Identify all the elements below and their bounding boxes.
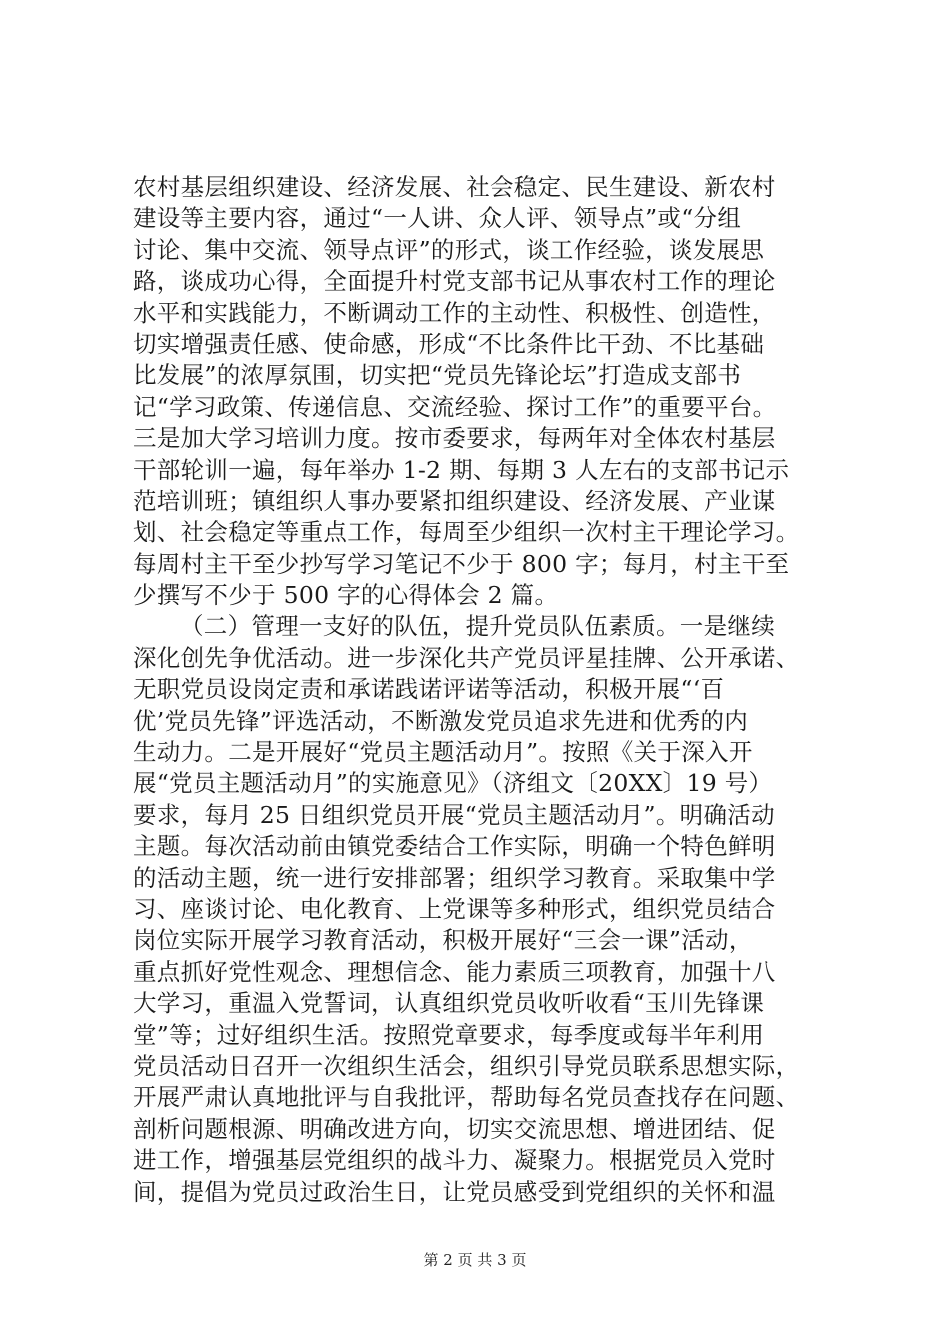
text-line: 重点抓好党性观念、理想信念、能力素质三项教育，加强十八 <box>133 957 776 986</box>
body-text <box>133 172 833 1208</box>
text-line: 水平和实践能力，不断调动工作的主动性、积极性、创造性， <box>133 298 776 327</box>
text-line: 优’党员先锋”评选活动，不断激发党员追求先进和优秀的内 <box>133 706 749 735</box>
text-line: 大学习，重温入党誓词，认真组织党员收听收看“玉川先锋课 <box>133 989 765 1018</box>
text-line: 的活动主题，统一进行安排部署；组织学习教育。采取集中学 <box>133 863 776 892</box>
text-line: 无职党员设岗定责和承诺践诺评诺等活动，积极开展“‘百 <box>133 675 725 704</box>
text-line: 每周村主干至少抄写学习笔记不少于 800 字；每月，村主干至 <box>133 549 790 578</box>
text-line: 切实增强责任感、使命感，形成“不比条件比干劲、不比基础 <box>133 329 765 358</box>
text-line: 党员活动日召开一次组织生活会，组织引导党员联系思想实际， <box>133 1051 800 1080</box>
text-line: 建设等主要内容，通过“一人讲、众人评、领导点”或“分组 <box>133 204 742 233</box>
text-line: 记“学习政策、传递信息、交流经验、探讨工作”的重要平台。 <box>133 392 777 421</box>
paragraph-start-line: （二）管理一支好的队伍，提升党员队伍素质。一是继续 <box>180 612 775 641</box>
text-line: 比发展”的浓厚氛围，切实把“党员先锋论坛”打造成支部书 <box>133 361 742 390</box>
text-line: 划、社会稳定等重点工作，每周至少组织一次村主干理论学习。 <box>133 518 800 547</box>
text-line: 深化创先争优活动。进一步深化共产党员评星挂牌、公开承诺、 <box>133 643 800 672</box>
text-line: 范培训班；镇组织人事办要紧扣组织建设、经济发展、产业谋 <box>133 486 776 515</box>
text-line: 剖析问题根源、明确改进方向，切实交流思想、增进团结、促 <box>133 1114 776 1143</box>
text-line: 生动力。二是开展好“党员主题活动月”。按照《关于深入开 <box>133 738 753 767</box>
text-line: 展“党员主题活动月”的实施意见》（济组文〔20XX〕19 号） <box>133 769 773 798</box>
text-line: 讨论、集中交流、领导点评”的形式，谈工作经验，谈发展思 <box>133 235 765 264</box>
text-line: 岗位实际开展学习教育活动，积极开展好“三会一课”活动， <box>133 926 753 955</box>
text-line: 要求，每月 25 日组织党员开展“党员主题活动月”。明确活动 <box>133 800 775 829</box>
text-line: 堂”等；过好组织生活。按照党章要求，每季度或每半年利用 <box>133 1020 765 1049</box>
text-line: 路，谈成功心得，全面提升村党支部书记从事农村工作的理论 <box>133 267 776 296</box>
text-line: 三是加大学习培训力度。按市委要求，每两年对全体农村基层 <box>133 424 776 453</box>
text-line: 习、座谈讨论、电化教育、上党课等多种形式，组织党员结合 <box>133 894 776 923</box>
text-line: 干部轮训一遍，每年举办 1-2 期、每期 3 人左右的支部书记示 <box>133 455 790 484</box>
text-line: 农村基层组织建设、经济发展、社会稳定、民生建设、新农村 <box>133 173 776 201</box>
text-line: 间，提倡为党员过政治生日，让党员感受到党组织的关怀和温 <box>133 1177 776 1206</box>
text-line: 主题。每次活动前由镇党委结合工作实际，明确一个特色鲜明 <box>133 832 776 861</box>
page-number-footer: 第 2 页 共 3 页 <box>423 1251 527 1269</box>
text-line: 少撰写不少于 500 字的心得体会 2 篇。 <box>133 581 559 610</box>
text-line: 进工作，增强基层党组织的战斗力、凝聚力。根据党员入党时 <box>133 1146 776 1175</box>
text-line: 开展严肃认真地批评与自我批评，帮助每名党员查找存在问题、 <box>133 1083 800 1112</box>
